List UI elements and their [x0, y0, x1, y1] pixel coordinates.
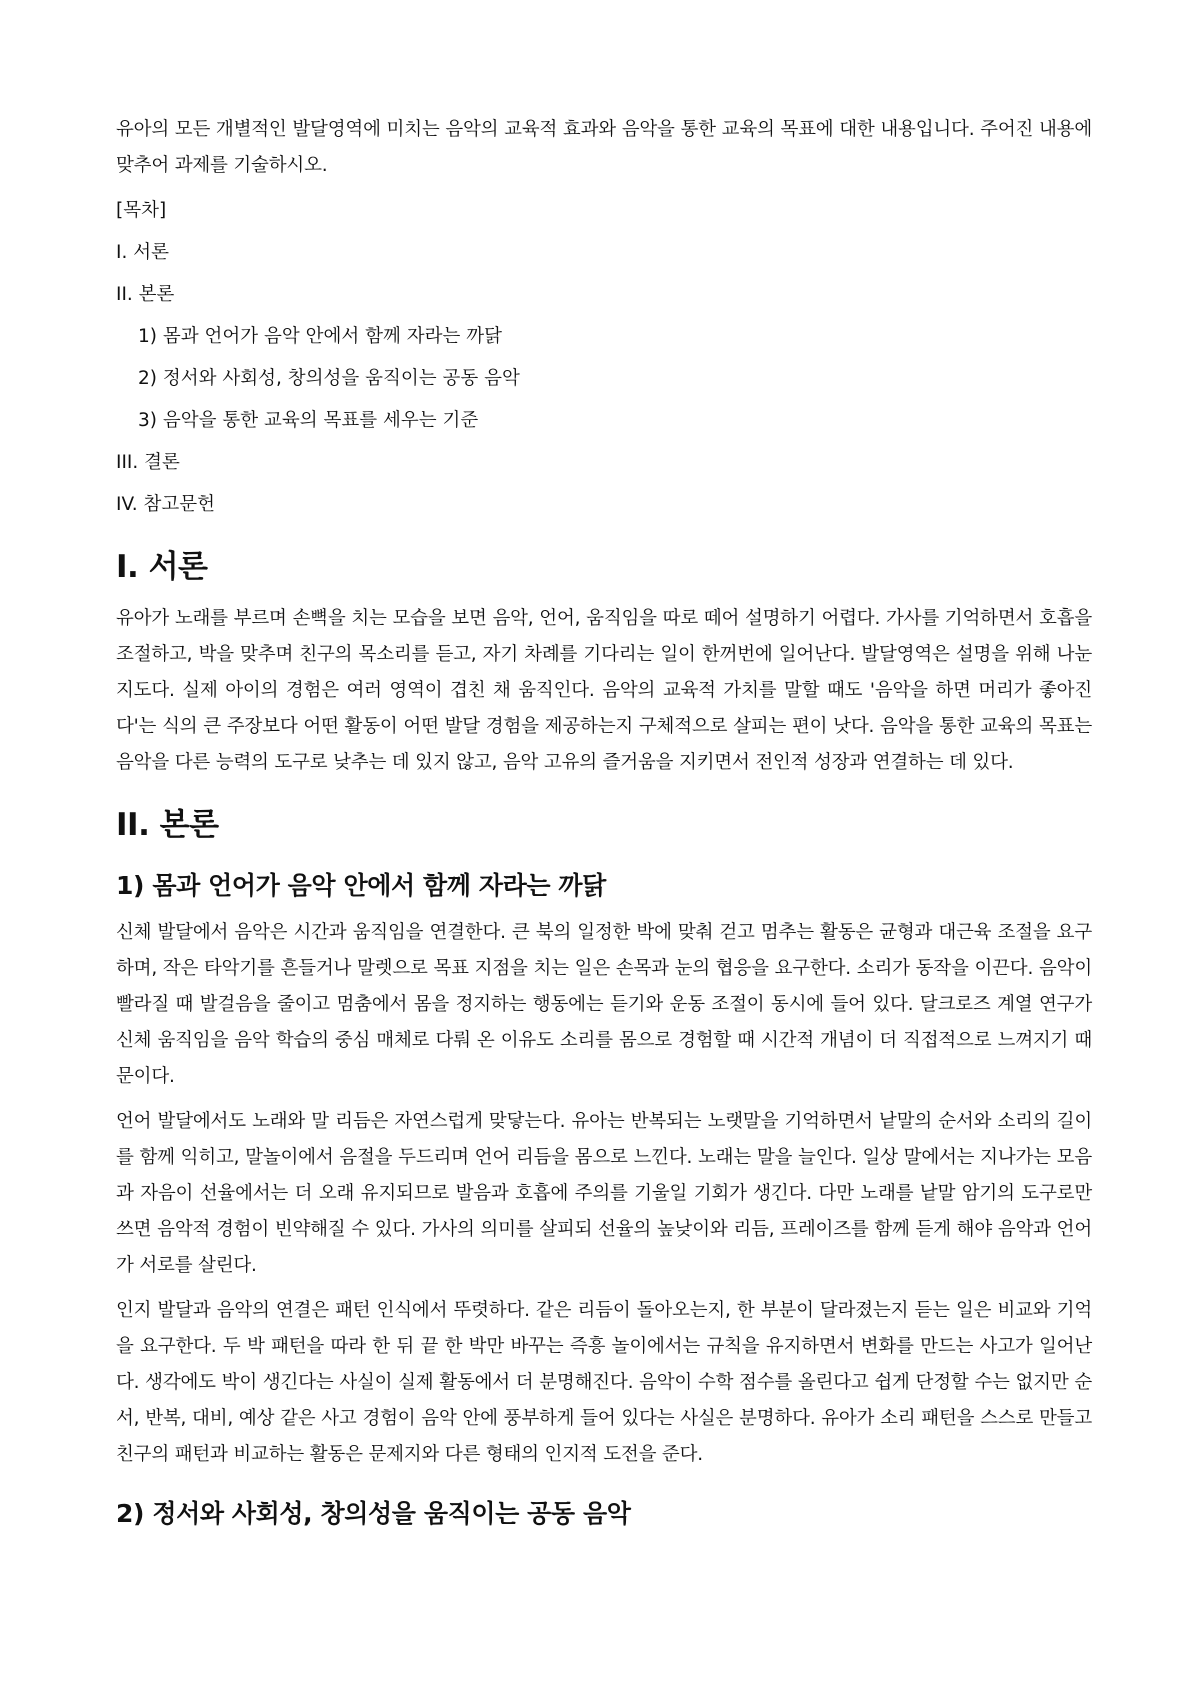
section-heading-intro: I. 서론: [116, 549, 208, 585]
intro-paragraph: 유아가 노래를 부르며 손뼉을 치는 모습을 보면 음악, 언어, 움직임을 따로 떼어 설명하기 어렵다. 가사를 기억하면서 호흡을 조절하고, 박을 맞추며 친구의 목소리를 듣고, 자기 차례를 기다리는 일이 한꺼번에 일어난다. 발달영역은 설명을 위해 나눈 지도다. 실제 아이의 경험은 여러 영역이 겹친 채 움직인다. 음악의 교육적 가치를 말할 때도 '음악을 하면 머리가 좋아진다'는 식의 큰 주장보다 어떤 활동이 어떤 발달 경험을 제공하는지 구체적으로 살피는 편이 낫다. 음악을 통한 교육의 목표는 음악을 다른 능력의 도구로 낮추는 데 있지 않고, 음악 고유의 즐거움을 지키면서 전인적 성장과 연결하는 데 있다.: [116, 608, 1092, 773]
toc-item-2: II. 본론: [116, 284, 175, 305]
document-page: [116, 112, 1092, 1543]
intro-instruction: 유아의 모든 개별적인 발달영역에 미치는 음악의 교육적 효과와 음악을 통한 교육의 목표에 대한 내용입니다. 주어진 내용에 맞추어 과제를 기술하시오.: [116, 119, 1092, 176]
toc-item-1: I. 서론: [116, 242, 169, 263]
toc-item-3: III. 결론: [116, 452, 180, 473]
toc-item-2-3: 3) 음악을 통한 교육의 목표를 세우는 기준: [138, 410, 479, 431]
section-heading-body: II. 본론: [116, 807, 219, 843]
subsection-1-paragraph-3: 인지 발달과 음악의 연결은 패턴 인식에서 뚜렷하다. 같은 리듬이 돌아오는지, 한 부분이 달라졌는지 듣는 일은 비교와 기억을 요구한다. 두 박 패턴을 따라 한 뒤 끝 한 박만 바꾸는 즉흥 놀이에서는 규칙을 유지하면서 변화를 만드는 사고가 일어난다. 생각에도 박이 생긴다는 사실이 실제 활동에서 더 분명해진다. 음악이 수학 점수를 올린다고 쉽게 단정할 수는 없지만 순서, 반복, 대비, 예상 같은 사고 경험이 음악 안에 풍부하게 들어 있다는 사실은 분명하다. 유아가 소리 패턴을 스스로 만들고 친구의 패턴과 비교하는 활동은 문제지와 다른 형태의 인지적 도전을 준다.: [116, 1300, 1092, 1465]
subsection-1-paragraph-2: 언어 발달에서도 노래와 말 리듬은 자연스럽게 맞닿는다. 유아는 반복되는 노랫말을 기억하면서 낱말의 순서와 소리의 길이를 함께 익히고, 말놀이에서 음절을 두드리며 언어 리듬을 몸으로 느낀다. 노래는 말을 늘인다. 일상 말에서는 지나가는 모음과 자음이 선율에서는 더 오래 유지되므로 발음과 호흡에 주의를 기울일 기회가 생긴다. 다만 노래를 낱말 암기의 도구로만 쓰면 음악적 경험이 빈약해질 수 있다. 가사의 의미를 살피되 선율의 높낮이와 리듬, 프레이즈를 함께 듣게 해야 음악과 언어가 서로를 살린다.: [116, 1111, 1092, 1276]
subsection-heading-2: 2) 정서와 사회성, 창의성을 움직이는 공동 음악: [116, 1499, 631, 1528]
toc-item-4: IV. 참고문헌: [116, 494, 215, 515]
toc-item-2-1: 1) 몸과 언어가 음악 안에서 함께 자라는 까닭: [138, 326, 502, 347]
toc-title: [목차]: [116, 200, 167, 221]
subsection-heading-1: 1) 몸과 언어가 음악 안에서 함께 자라는 까닭: [116, 871, 606, 900]
subsection-1-paragraph-1: 신체 발달에서 음악은 시간과 움직임을 연결한다. 큰 북의 일정한 박에 맞춰 걷고 멈추는 활동은 균형과 대근육 조절을 요구하며, 작은 타악기를 흔들거나 말렛으로 목표 지점을 치는 일은 손목과 눈의 협응을 요구한다. 소리가 동작을 이끈다. 음악이 빨라질 때 발걸음을 줄이고 멈춤에서 몸을 정지하는 행동에는 듣기와 운동 조절이 동시에 들어 있다. 달크로즈 계열 연구가 신체 움직임을 음악 학습의 중심 매체로 다뤄 온 이유도 소리를 몸으로 경험할 때 시간적 개념이 더 직접적으로 느껴지기 때문이다.: [116, 922, 1092, 1087]
toc-item-2-2: 2) 정서와 사회성, 창의성을 움직이는 공동 음악: [138, 368, 520, 389]
